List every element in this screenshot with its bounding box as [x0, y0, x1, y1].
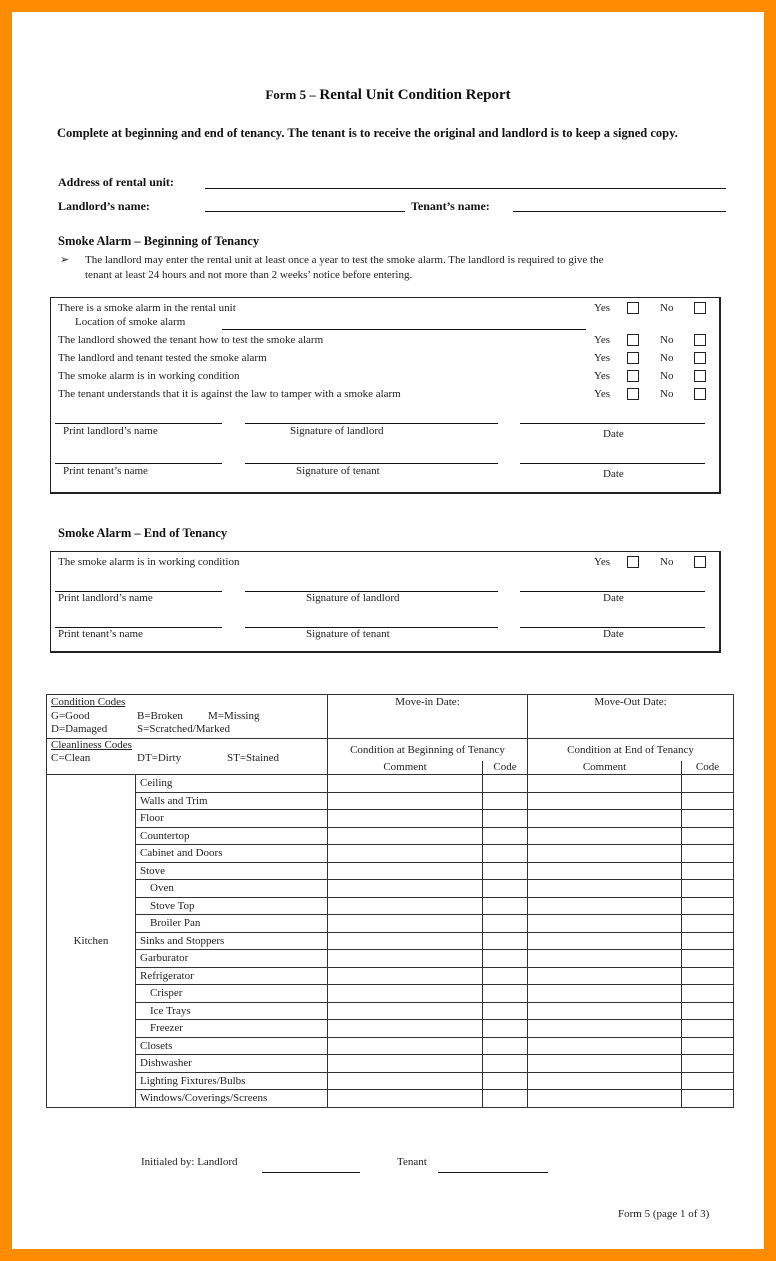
- comment-cell[interactable]: [328, 1090, 483, 1108]
- comment-cell[interactable]: [328, 845, 483, 863]
- code-scratched: S=Scratched/Marked: [137, 723, 230, 735]
- comment-cell[interactable]: [528, 915, 682, 933]
- code-cell[interactable]: [682, 950, 734, 968]
- no-checkbox[interactable]: [694, 352, 706, 364]
- code-cell[interactable]: [682, 1090, 734, 1108]
- comment-cell[interactable]: [328, 862, 483, 880]
- comment-cell[interactable]: [328, 1072, 483, 1090]
- code-clean: C=Clean: [51, 752, 91, 764]
- yes-label: Yes: [594, 388, 611, 400]
- beginning-heading: Smoke Alarm – Beginning of Tenancy: [58, 234, 260, 248]
- comment-cell[interactable]: [328, 950, 483, 968]
- cleanliness-codes-cell: [47, 739, 328, 775]
- tenant-initials-label: Tenant: [397, 1156, 427, 1168]
- date-label: Date: [603, 428, 624, 440]
- comment-cell[interactable]: [528, 810, 682, 828]
- tenant-initials-field[interactable]: [438, 1172, 548, 1173]
- print-tenant-label: Print tenant’s name: [58, 628, 143, 640]
- no-label: No: [660, 352, 674, 364]
- table-row: [47, 827, 734, 845]
- comment-cell[interactable]: [528, 1020, 682, 1038]
- table-row: [47, 932, 734, 950]
- code-cell[interactable]: [682, 897, 734, 915]
- table-row: [47, 792, 734, 810]
- comment-cell[interactable]: [528, 897, 682, 915]
- yes-label: Yes: [594, 302, 611, 314]
- item-label: Windows/Coverings/Screens: [136, 1090, 328, 1108]
- code-cell[interactable]: [483, 950, 528, 968]
- date-label: Date: [603, 468, 624, 480]
- move-out-date-cell[interactable]: [528, 695, 734, 739]
- page-number: Form 5 (page 1 of 3): [618, 1208, 710, 1220]
- code-dirty: DT=Dirty: [137, 752, 182, 764]
- item-label: Lighting Fixtures/Bulbs: [136, 1072, 328, 1090]
- code-cell[interactable]: [483, 862, 528, 880]
- code-cell[interactable]: [682, 1037, 734, 1055]
- code-cell[interactable]: [483, 1002, 528, 1020]
- comment-cell[interactable]: [328, 880, 483, 898]
- comment-cell[interactable]: [328, 1055, 483, 1073]
- item-label: Oven: [136, 880, 328, 898]
- yes-checkbox[interactable]: [627, 388, 639, 400]
- code-cell[interactable]: [483, 810, 528, 828]
- code-cell[interactable]: [483, 985, 528, 1003]
- code-cell[interactable]: [682, 1002, 734, 1020]
- item-label: Broiler Pan: [136, 915, 328, 933]
- code-cell[interactable]: [682, 967, 734, 985]
- code-cell[interactable]: [483, 880, 528, 898]
- row-working: The smoke alarm is in working condition: [58, 370, 240, 382]
- code-cell[interactable]: [483, 967, 528, 985]
- item-label: Refrigerator: [136, 967, 328, 985]
- table-row: [47, 1090, 734, 1108]
- comment-cell[interactable]: [328, 810, 483, 828]
- row-tested: The landlord and tenant tested the smoke alarm: [58, 352, 267, 364]
- code-cell[interactable]: [483, 932, 528, 950]
- code-broken: B=Broken: [137, 709, 183, 722]
- comment-cell[interactable]: [528, 1002, 682, 1020]
- comment-cell[interactable]: [528, 792, 682, 810]
- item-label: Dishwasher: [136, 1055, 328, 1073]
- location-field[interactable]: [222, 329, 586, 330]
- no-checkbox[interactable]: [694, 556, 706, 568]
- row-tamper: The tenant understands that it is against the law to tamper with a smoke alarm: [58, 388, 401, 400]
- table-row: [47, 897, 734, 915]
- yes-label: Yes: [594, 370, 611, 382]
- yes-label: Yes: [594, 556, 611, 568]
- move-in-date-cell[interactable]: [328, 695, 528, 739]
- table-row: [47, 810, 734, 828]
- table-row: [47, 845, 734, 863]
- cond-begin-header: Condition at Beginning of Tenancy: [328, 739, 528, 761]
- yes-label: Yes: [594, 352, 611, 364]
- table-row: [47, 775, 734, 793]
- code-cell[interactable]: [483, 1090, 528, 1108]
- item-label: Walls and Trim: [136, 792, 328, 810]
- yes-checkbox[interactable]: [627, 302, 639, 314]
- date-line[interactable]: [520, 463, 705, 464]
- table-row: [47, 950, 734, 968]
- no-checkbox[interactable]: [694, 302, 706, 314]
- item-label: Stove: [136, 862, 328, 880]
- sig-tenant-label: Signature of tenant: [296, 465, 380, 477]
- table-row: [47, 1072, 734, 1090]
- code-cell[interactable]: [682, 810, 734, 828]
- code-cell[interactable]: [483, 897, 528, 915]
- comment-cell[interactable]: [328, 932, 483, 950]
- code-cell[interactable]: [682, 915, 734, 933]
- landlord-initials-field[interactable]: [262, 1172, 360, 1173]
- yes-checkbox[interactable]: [627, 556, 639, 568]
- comment-cell[interactable]: [328, 1037, 483, 1055]
- code-cell[interactable]: [483, 1055, 528, 1073]
- form-number: Form 5 –: [265, 87, 316, 102]
- comment-cell[interactable]: [528, 880, 682, 898]
- comment-cell[interactable]: [528, 985, 682, 1003]
- comment-cell[interactable]: [528, 845, 682, 863]
- move-in-label: Move-in Date:: [395, 696, 460, 708]
- item-label: Countertop: [136, 827, 328, 845]
- comment-cell[interactable]: [328, 985, 483, 1003]
- code-cell[interactable]: [483, 1072, 528, 1090]
- yes-checkbox[interactable]: [627, 352, 639, 364]
- location-label: Location of smoke alarm: [75, 316, 186, 328]
- code-cell[interactable]: [682, 827, 734, 845]
- table-row: [47, 880, 734, 898]
- code-cell[interactable]: [483, 827, 528, 845]
- item-label: Sinks and Stoppers: [136, 932, 328, 950]
- item-label: Stove Top: [136, 897, 328, 915]
- code-cell[interactable]: [682, 1072, 734, 1090]
- code-cell[interactable]: [682, 1055, 734, 1073]
- code-missing: M=Missing: [208, 709, 260, 722]
- move-out-label: Move-Out Date:: [594, 696, 667, 708]
- condition-codes-title: Condition Codes: [51, 696, 126, 708]
- table-row: [47, 1002, 734, 1020]
- print-tenant-line[interactable]: [55, 463, 222, 464]
- date-label: Date: [603, 628, 624, 640]
- comment-cell[interactable]: [528, 932, 682, 950]
- comment-cell[interactable]: [528, 1037, 682, 1055]
- code-cell[interactable]: [483, 915, 528, 933]
- yes-label: Yes: [594, 334, 611, 346]
- code-header: Code: [682, 761, 734, 775]
- no-label: No: [660, 388, 674, 400]
- no-label: No: [660, 370, 674, 382]
- table-row: [47, 862, 734, 880]
- comment-cell[interactable]: [528, 827, 682, 845]
- code-cell[interactable]: [483, 1020, 528, 1038]
- cond-end-header: Condition at End of Tenancy: [528, 739, 734, 761]
- code-cell[interactable]: [682, 845, 734, 863]
- notice-line-2: tenant at least 24 hours and not more than 2 weeks’ notice before entering.: [85, 269, 413, 281]
- item-label: Freezer: [136, 1020, 328, 1038]
- code-cell[interactable]: [682, 792, 734, 810]
- comment-cell[interactable]: [328, 1020, 483, 1038]
- intro-instructions: Complete at beginning and end of tenancy. The tenant is to receive the original and landlord is to keep a signed copy.: [57, 126, 678, 140]
- no-checkbox[interactable]: [694, 334, 706, 346]
- comment-header: Comment: [528, 761, 682, 775]
- end-row-working: The smoke alarm is in working condition: [58, 556, 240, 568]
- table-row: [47, 1055, 734, 1073]
- row-showed-test: The landlord showed the tenant how to test the smoke alarm: [58, 334, 324, 346]
- item-label: Ceiling: [136, 775, 328, 793]
- bullet-icon: ➢: [60, 254, 70, 266]
- address-field[interactable]: [205, 188, 726, 189]
- comment-cell[interactable]: [528, 1090, 682, 1108]
- code-cell[interactable]: [682, 985, 734, 1003]
- no-label: No: [660, 334, 674, 346]
- code-cell[interactable]: [682, 775, 734, 793]
- table-row: [47, 1037, 734, 1055]
- sig-tenant-line[interactable]: [245, 463, 498, 464]
- comment-cell[interactable]: [528, 862, 682, 880]
- code-header: Code: [483, 761, 528, 775]
- sig-landlord-label: Signature of landlord: [306, 592, 400, 604]
- table-row: [47, 1020, 734, 1038]
- no-checkbox[interactable]: [694, 370, 706, 382]
- address-label: Address of rental unit:: [58, 175, 174, 189]
- comment-cell[interactable]: [528, 967, 682, 985]
- yes-checkbox[interactable]: [627, 334, 639, 346]
- code-cell[interactable]: [682, 932, 734, 950]
- comment-cell[interactable]: [528, 1072, 682, 1090]
- landlord-name-label: Landlord’s name:: [58, 199, 150, 213]
- date-label: Date: [603, 592, 624, 604]
- form-title: [0, 87, 776, 104]
- no-checkbox[interactable]: [694, 388, 706, 400]
- item-label: Crisper: [136, 985, 328, 1003]
- landlord-name-field[interactable]: [205, 211, 405, 212]
- code-damaged: D=Damaged: [51, 723, 108, 735]
- item-label: Floor: [136, 810, 328, 828]
- print-landlord-line[interactable]: [55, 423, 222, 424]
- code-good: G=Good: [51, 709, 90, 722]
- tenant-name-label: Tenant’s name:: [411, 199, 490, 213]
- comment-header: Comment: [328, 761, 483, 775]
- sig-landlord-label: Signature of landlord: [290, 425, 384, 437]
- code-cell[interactable]: [682, 880, 734, 898]
- comment-cell[interactable]: [528, 1055, 682, 1073]
- comment-cell[interactable]: [328, 915, 483, 933]
- condition-codes-cell: [47, 695, 328, 739]
- end-heading: Smoke Alarm – End of Tenancy: [58, 526, 228, 540]
- sig-tenant-label: Signature of tenant: [306, 628, 390, 640]
- yes-checkbox[interactable]: [627, 370, 639, 382]
- print-tenant-label: Print tenant’s name: [63, 465, 148, 477]
- item-label: Garburator: [136, 950, 328, 968]
- comment-cell[interactable]: [528, 950, 682, 968]
- code-cell[interactable]: [682, 1020, 734, 1038]
- print-landlord-label: Print landlord’s name: [63, 425, 158, 437]
- comment-cell[interactable]: [328, 827, 483, 845]
- comment-cell[interactable]: [328, 1002, 483, 1020]
- condition-table: [46, 694, 734, 1108]
- comment-cell[interactable]: [328, 967, 483, 985]
- date-line[interactable]: [520, 423, 705, 424]
- code-cell[interactable]: [483, 845, 528, 863]
- item-label: Ice Trays: [136, 1002, 328, 1020]
- comment-cell[interactable]: [528, 775, 682, 793]
- no-label: No: [660, 556, 674, 568]
- item-label: Cabinet and Doors: [136, 845, 328, 863]
- row-has-alarm: There is a smoke alarm in the rental unit: [58, 302, 236, 314]
- room-kitchen: Kitchen: [47, 775, 136, 1108]
- code-stained: ST=Stained: [227, 752, 280, 764]
- form-name: Rental Unit Condition Report: [319, 87, 511, 103]
- code-cell[interactable]: [483, 1037, 528, 1055]
- comment-cell[interactable]: [328, 775, 483, 793]
- code-cell[interactable]: [483, 775, 528, 793]
- table-row: [47, 915, 734, 933]
- sig-landlord-line[interactable]: [245, 423, 498, 424]
- item-label: Closets: [136, 1037, 328, 1055]
- notice-line-1: The landlord may enter the rental unit at least once a year to test the smoke alarm. The landlord is required to give the: [85, 254, 604, 266]
- print-landlord-label: Print landlord’s name: [58, 592, 153, 604]
- no-label: No: [660, 302, 674, 314]
- code-cell[interactable]: [483, 792, 528, 810]
- comment-cell[interactable]: [328, 897, 483, 915]
- tenant-name-field[interactable]: [513, 211, 726, 212]
- cleanliness-codes-title: Cleanliness Codes: [51, 739, 132, 751]
- table-row: [47, 967, 734, 985]
- comment-cell[interactable]: [328, 792, 483, 810]
- code-cell[interactable]: [682, 862, 734, 880]
- initialed-by-landlord-label: Initialed by: Landlord: [141, 1156, 238, 1168]
- table-row: [47, 985, 734, 1003]
